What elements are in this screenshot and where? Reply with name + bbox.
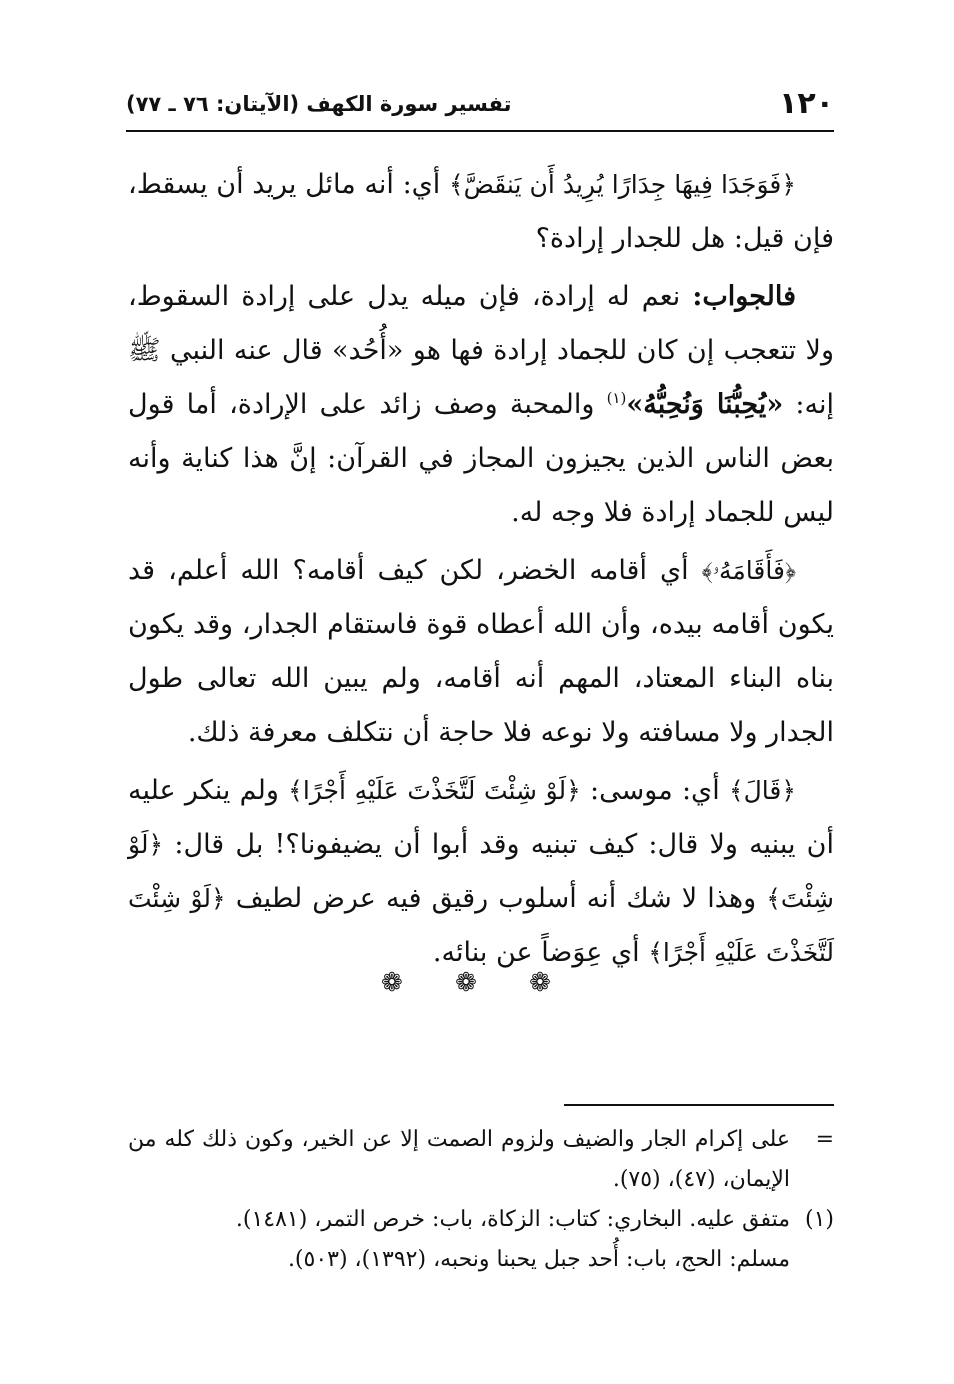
footnote-text: على إكرام الجار والضيف ولزوم الصمت إلا عن الخير، وكون ذلك كله من الإيمان، (٤٧)، (٧٥). (128, 1127, 790, 1192)
paragraph (128, 544, 834, 760)
hadith-quote: «يُحِبُّنَا وَنُحِبُّهُ» (626, 389, 784, 420)
paragraph-text: أي: موسى: (580, 775, 729, 806)
paragraph (128, 764, 834, 980)
page-header (126, 84, 834, 124)
answer-label: فالجواب: (692, 281, 796, 312)
page-number: ١٢٠ (779, 86, 834, 121)
paragraph-text: نعم له إرادة، فإن ميله يدل على إرادة السقوط، ولا تتعجب إن كان للجماد إرادة فها هو «أُحُد» قال عنه النبي ﷺ إنه: (128, 281, 834, 420)
footnote-text: متفق عليه. البخاري: كتاب: الزكاة، باب: خرص التمر، (١٤٨١). (235, 1207, 790, 1232)
section-separator: ❁ ❁ ❁ (381, 968, 573, 998)
quran-verse: ﴿لَوْ شِئْتَ لَتَّخَذْتَ عَلَيْهِ أَجْرًا﴾ (288, 776, 581, 805)
footnote-reference[interactable]: (١) (606, 389, 627, 407)
paragraph (128, 158, 834, 266)
paragraph-text: ولم ينكر عليه أن يبنيه ولا قال: كيف تبنيه وقد أبوا أن يضيفونا؟! بل قال: (128, 775, 834, 860)
footnote-1 (128, 1200, 834, 1280)
quran-verse: ﴿فَوَجَدَا فِيهَا جِدَارًا يُرِيدُ أَن يَنقَضَّ﴾ (449, 170, 796, 199)
quran-verse: ﴿لَوْ شِئْتَ لَتَّخَذْتَ عَلَيْهِ أَجْرًا﴾ (128, 884, 834, 967)
quran-verse: ﴿فَأَقَامَهُۥ﴾ (701, 556, 796, 585)
paragraph-text: أي عِوَضاً عن بنائه. (432, 937, 649, 968)
quran-verse: ﴿لَوْ شِئْتَ﴾ (128, 830, 834, 913)
paragraph-text: وهذا لا شك أنه أسلوب رقيق فيه عرض لطيف (225, 883, 767, 914)
paragraph-text: أي أقامه الخضر، لكن كيف أقامه؟ الله أعلم، قد يكون أقامه بيده، وأن الله أعطاه قوة فاستقام الجدار، وقد يكون بناه البناء المعتاد، المهم أنه أقامه، ولم يبين الله تعالى طول الجدار ولا مسافته ولا نوعه فلا حاجة أن نتكلف معرفة ذلك. (128, 555, 834, 748)
footnote-marker: (١) (804, 1207, 834, 1232)
paragraph (128, 270, 834, 540)
footnotes (128, 1120, 834, 1280)
footnote-divider (564, 1104, 834, 1106)
running-title: تفسير سورة الكهف (الآيتان: ٧٦ ـ ٧٧) (126, 92, 512, 116)
quran-verse: ﴿قَالَ﴾ (728, 776, 796, 805)
footnote-marker: = (815, 1127, 834, 1152)
page-body (128, 158, 834, 984)
footnote-continuation (128, 1120, 834, 1200)
paragraph-text: والمحبة وصف زائد على الإرادة، أما قول بعض الناس الذين يجيزون المجاز في القرآن: إنَّ هذا كناية وأنه ليس للجماد إرادة فلا وجه له. (128, 389, 834, 528)
header-divider (126, 130, 834, 132)
paragraph-text: أي: أنه مائل يريد أن يسقط، فإن قيل: هل للجدار إرادة؟ (128, 169, 834, 254)
footnote-text: مسلم: الحج، باب: أُحد جبل يحبنا ونحبه، (١٣٩٢)، (٥٠٣). (287, 1247, 790, 1272)
